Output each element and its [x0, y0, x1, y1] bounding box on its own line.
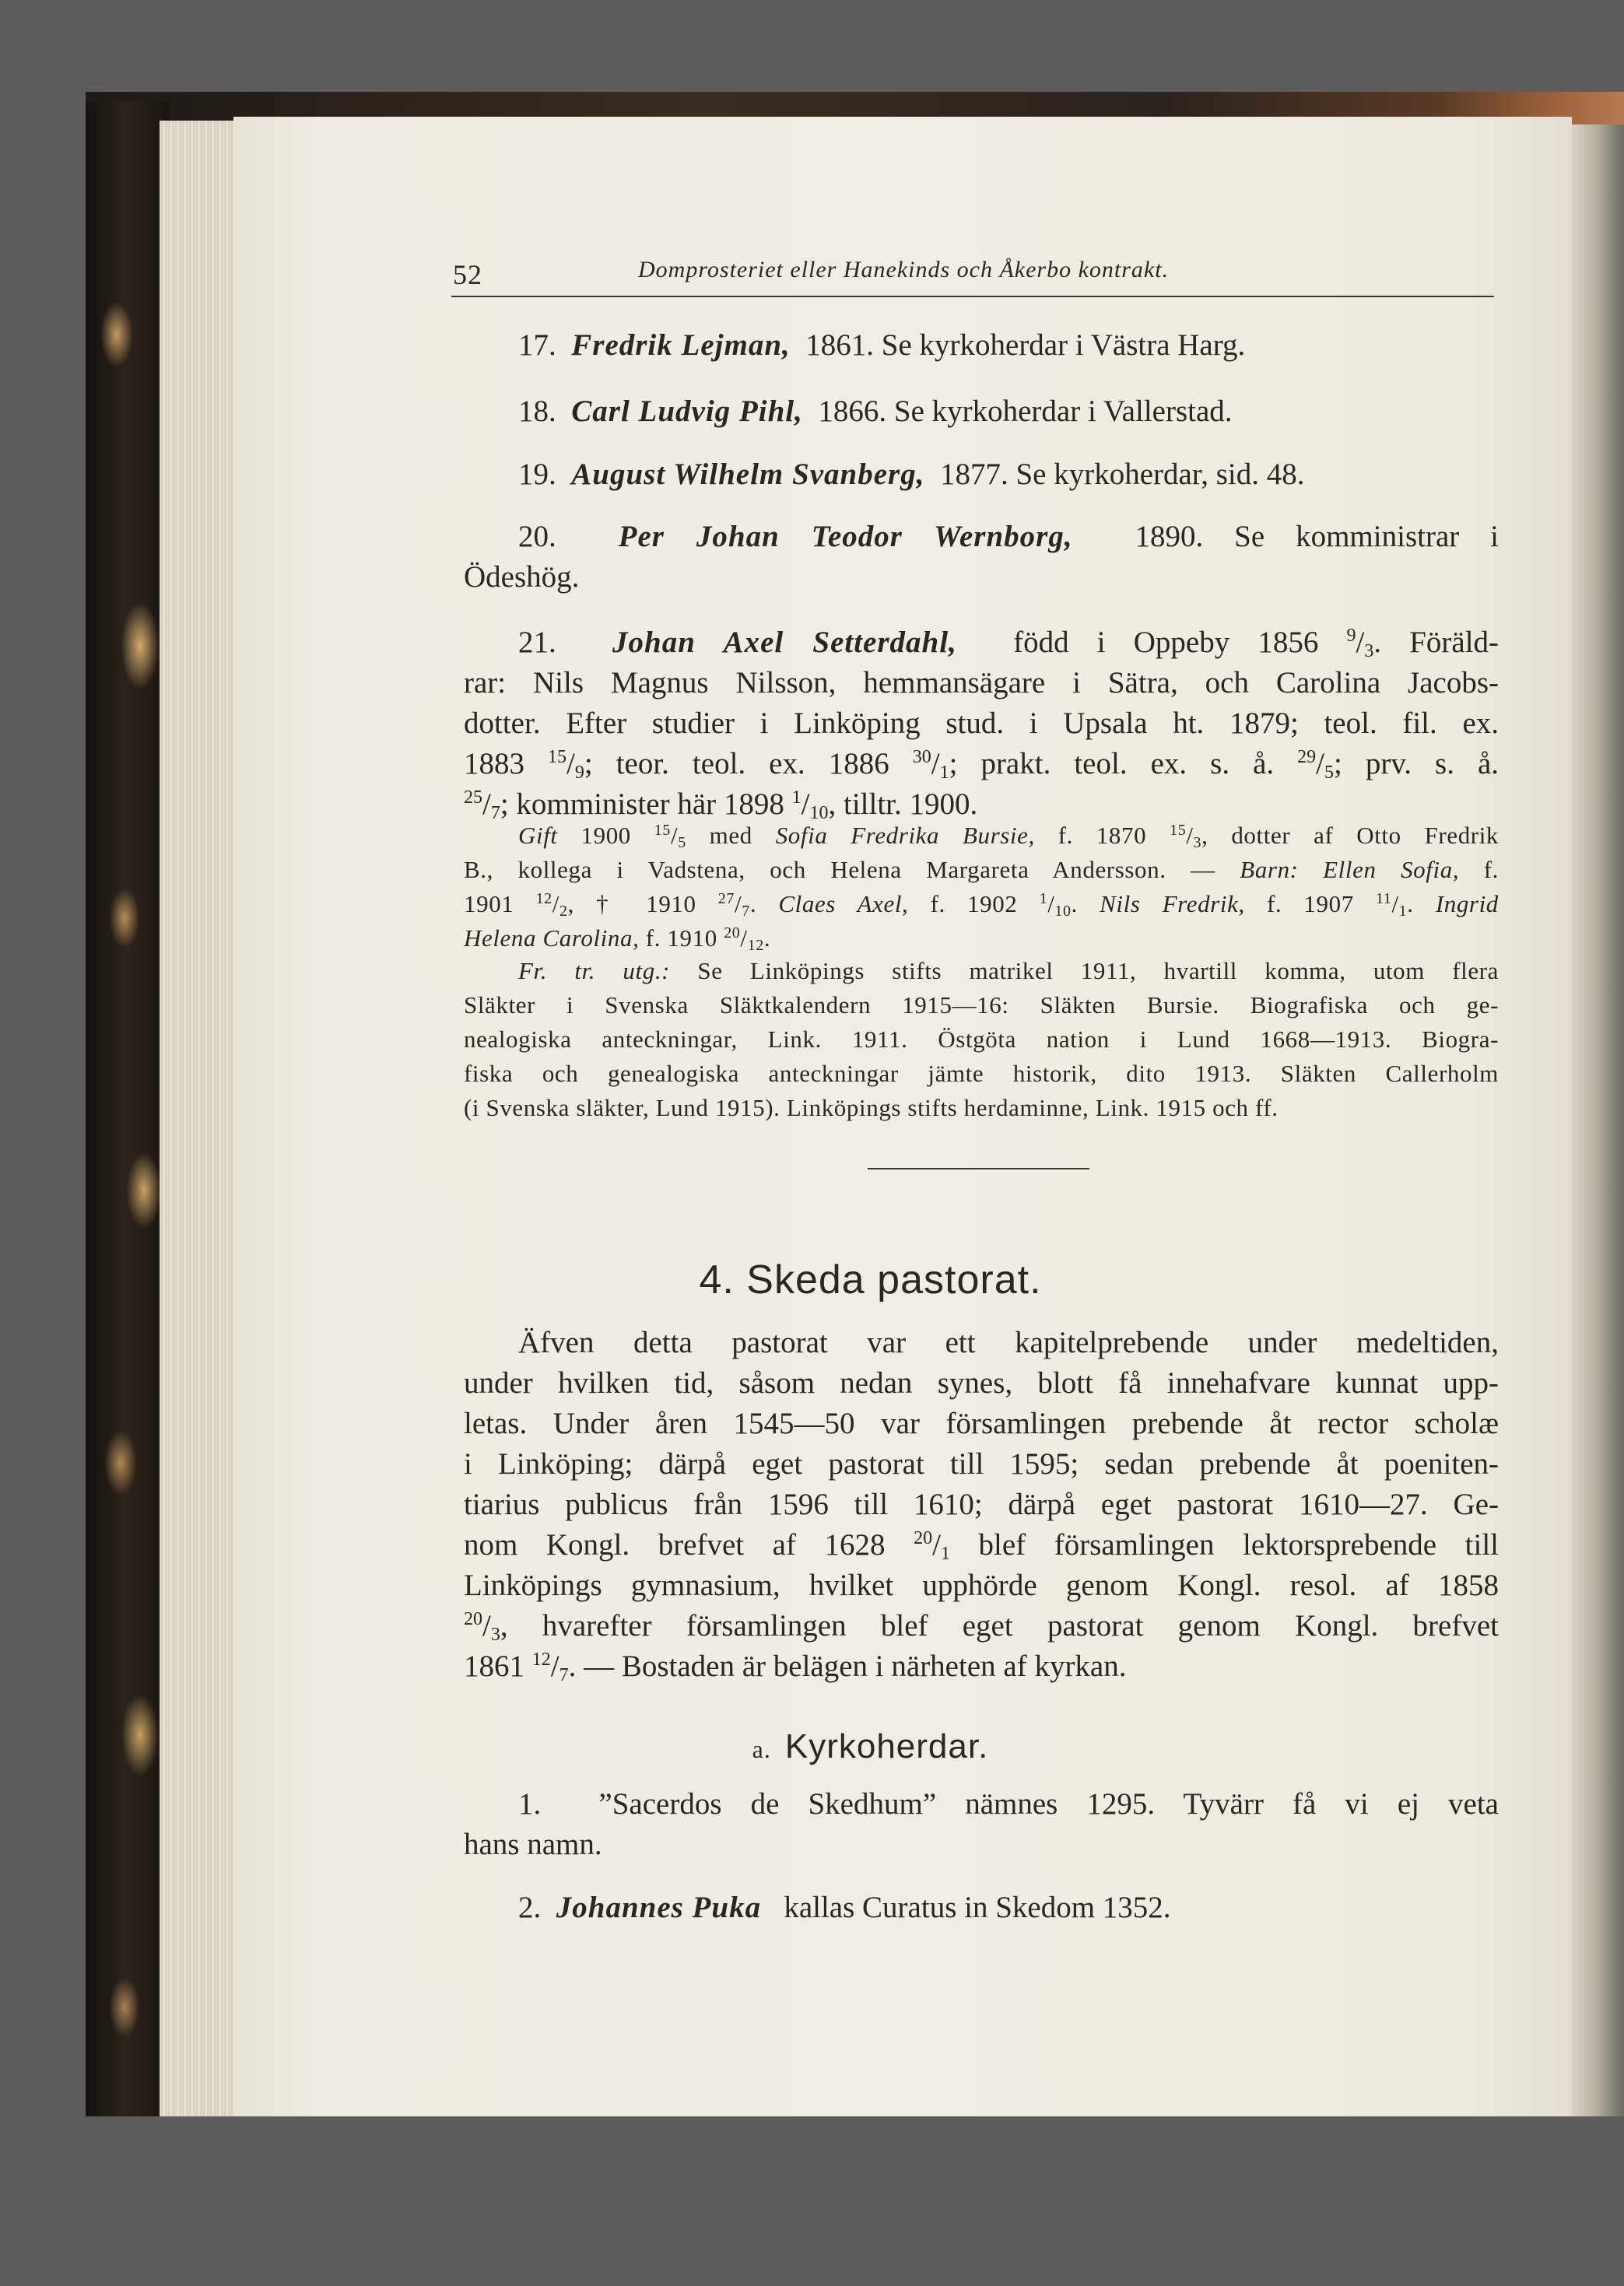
paragraph-line [464, 1363, 1499, 1404]
entry-line [464, 663, 1499, 703]
list-text: hans namn. [464, 1828, 602, 1861]
entry-name: August Wilhelm Svanberg, [571, 458, 925, 491]
date-sub: 12 [747, 937, 764, 954]
family-text: f. 1910 [645, 924, 717, 952]
paragraph-line [464, 1323, 1499, 1363]
sources-text: nealogiska anteckningar, Link. 1911. Östgöta nation i Lund 1668—1913. Biogra- [464, 1026, 1499, 1053]
subsection-title: Kyrkoherdar. [784, 1727, 989, 1765]
list-line [464, 1784, 1499, 1825]
paragraph-line [464, 1485, 1499, 1525]
paragraph-text: letas. Under åren 1545—50 var församlingen prebende åt rector scholæ [464, 1407, 1499, 1440]
family-name: Ingrid [1435, 890, 1499, 917]
entry-number: 19. [518, 458, 556, 491]
paragraph-text: Äfven detta pastorat var ett kapitelprebende under medeltiden, [518, 1326, 1499, 1359]
entry-21 [464, 622, 1499, 825]
sources-label: Fr. tr. utg.: [518, 957, 671, 984]
family-text: f. 1907 [1266, 890, 1354, 917]
entry-text: ; prv. s. å. [1334, 747, 1499, 780]
running-title: Domprosteriet eller Hanekinds och Åkerbo kontrakt. [638, 257, 1170, 282]
date-sup: 15 [548, 747, 567, 767]
sources-line [464, 1022, 1499, 1057]
date-sub: 7 [742, 903, 750, 920]
family-text: , † 1910 [567, 890, 696, 917]
entry-line: 1883 $^{15}/_9$; teor. teol. ex. 1886 $^{30}/_1$; prakt. teol. ex. s. å. $^{29}/_5$; prv. s. å. [464, 747, 1499, 783]
list-text: ”Sacerdos de Skedhum” nämnes 1295. Tyvärr få vi ej veta [598, 1787, 1499, 1821]
entry-20 [464, 517, 1499, 598]
date-sup: 12 [535, 890, 552, 907]
entry-text: ; komminister här 1898 [500, 787, 784, 821]
paragraph-text: nom Kongl. brefvet af 1628 [464, 1528, 886, 1562]
sources-line [464, 1091, 1499, 1125]
date-sub: 2 [559, 903, 568, 920]
family-text: med [709, 822, 752, 849]
date-sup: 1 [791, 787, 801, 808]
family-text: f. 1902 [930, 890, 1018, 917]
family-name: Nils Fredrik, [1100, 890, 1245, 917]
date-sup: 20 [724, 924, 741, 941]
subsection-letter: a. [752, 1735, 771, 1763]
paragraph-text: . — Bostaden är belägen i närheten af kyrkan. [568, 1650, 1127, 1683]
date-sup: 11 [1375, 890, 1392, 907]
date-sup: 15 [1170, 822, 1187, 839]
date-sub: 5 [1324, 763, 1334, 783]
family-text: B., kollega i Vadstena, och Helena Margareta Andersson. — [464, 856, 1215, 883]
date-sup: 15 [654, 822, 671, 839]
list-number: 1. [518, 1787, 542, 1821]
family-text: . [1407, 890, 1414, 917]
family-line [464, 853, 1499, 887]
family-text: 1900 [581, 822, 631, 849]
date-sub: 3 [1364, 641, 1374, 661]
family-name: Helena Carolina, [464, 924, 640, 952]
family-text: f. 1870 [1058, 822, 1147, 849]
entry-line [464, 703, 1499, 744]
family-name: Claes Axel, [778, 890, 909, 917]
sources-line [464, 1057, 1499, 1091]
entry-number: 18. [518, 394, 556, 428]
date-sup: 20 [914, 1528, 933, 1548]
family-line: Helena Carolina, f. 1910 $^{20}/_{12}$. [464, 924, 771, 954]
sources-line [464, 954, 1499, 988]
paragraph-line: 1861 $^{12}/_7$. — Bostaden är belägen i närheten af kyrkan. [464, 1650, 1127, 1685]
date-sub: 9 [574, 763, 584, 783]
entry-text: 1861. Se kyrkoherdar i Västra Harg. [805, 328, 1246, 362]
paragraph-line [464, 1444, 1499, 1485]
list-item-2 [464, 1888, 1499, 1928]
date-sup: 12 [531, 1650, 551, 1670]
entry-text: . Föräld- [1373, 626, 1499, 659]
entry-text: dotter. Efter studier i Linköping stud. i Upsala ht. 1879; teol. fil. ex. [464, 706, 1499, 740]
page-right-edge [1572, 124, 1624, 2116]
entry-text: ; prakt. teol. ex. s. å. [949, 747, 1275, 780]
entry-18 [464, 391, 1499, 432]
entry-name: Johannes Puka [556, 1891, 762, 1924]
paragraph-line [464, 1565, 1499, 1606]
entry-text: 1883 [464, 747, 524, 780]
entry-number: 17. [518, 328, 556, 362]
family-text: 1901 [464, 890, 514, 917]
family-name: Barn: Ellen Sofia, [1240, 856, 1460, 883]
family-label: Gift [518, 822, 558, 849]
entry-text: Ödeshög. [464, 560, 580, 594]
date-sup: 29 [1297, 747, 1317, 767]
paragraph-text: , hvarefter församlingen blef eget pastorat genom Kongl. brefvet [500, 1609, 1499, 1643]
entry-19 [464, 454, 1499, 495]
entry-name: Per Johan Teodor Wernborg, [618, 520, 1073, 553]
list-item-1 [464, 1784, 1499, 1865]
section-paragraph [464, 1323, 1499, 1687]
entry-line [464, 391, 1499, 432]
family-line: Gift 1900 $^{15}/_5$ med Sofia Fredrika Bursie, f. 1870 $^{15}/_3$, dotter af Otto Fredrik [518, 822, 1499, 851]
section-divider [868, 1168, 1089, 1169]
list-text: kallas Curatus in Skedom 1352. [784, 1891, 1171, 1924]
entry-number: 20. [518, 520, 556, 553]
list-number: 2. [518, 1891, 542, 1924]
paragraph-text: 1861 [464, 1650, 524, 1683]
entry-line [464, 557, 1499, 598]
paragraph-text: under hvilken tid, såsom nedan synes, blott få innehafvare kunnat upp- [464, 1366, 1499, 1400]
entry-name: Fredrik Lejman, [571, 328, 791, 362]
entry-text: född i Oppeby 1856 [1013, 626, 1319, 659]
sources-text: (i Svenska släkter, Lund 1915). Linköpings stifts herdaminne, Link. 1915 och ff. [464, 1094, 1279, 1121]
list-line [464, 1825, 1499, 1865]
date-sup: 1 [1039, 890, 1048, 907]
date-sub: 10 [809, 803, 829, 823]
entry-name: Carl Ludvig Pihl, [571, 394, 803, 428]
date-sub: 5 [678, 834, 686, 851]
family-paragraph [464, 819, 1499, 955]
entry-line: $^{25}/_7$; komminister här 1898 $^1/_{10}$, tilltr. 1900. [464, 787, 978, 823]
family-text: . [1071, 890, 1078, 917]
date-sub: 7 [559, 1665, 569, 1685]
background [86, 2116, 1624, 2286]
paragraph-text: blef församlingen lektorsprebende till [978, 1528, 1499, 1562]
family-text: , dotter af Otto Fredrik [1201, 822, 1499, 849]
date-sub: 3 [1193, 834, 1202, 851]
subsection-heading [0, 1727, 1624, 1766]
family-text: . [749, 890, 757, 917]
header-rule [451, 296, 1494, 297]
date-sub: 1 [940, 1544, 950, 1564]
sources-paragraph [464, 954, 1499, 1125]
list-line [464, 1888, 1499, 1928]
entry-text: 1877. Se kyrkoherdar, sid. 48. [939, 458, 1305, 491]
paragraph-line: $^{20}/_3$, hvarefter församlingen blef eget pastorat genom Kongl. brefvet [464, 1609, 1499, 1645]
entry-line [464, 325, 1499, 366]
entry-line [464, 454, 1499, 495]
paragraph-text: i Linköping; därpå eget pastorat till 1595; sedan prebende åt poeniten- [464, 1447, 1499, 1481]
date-sup: 27 [717, 890, 735, 907]
sources-line [464, 988, 1499, 1022]
date-sub: 7 [490, 803, 500, 823]
entry-line [464, 517, 1499, 557]
entry-name: Johan Axel Setterdahl, [612, 626, 957, 659]
paragraph-line: nom Kongl. brefvet af 1628 $^{20}/_1$ blef församlingen lektorsprebende till [464, 1528, 1499, 1564]
entry-line: 21. Johan Axel Setterdahl, född i Oppeby 1856 $^9/_3$. Föräld- [518, 626, 1499, 661]
date-sub: 1 [939, 763, 949, 783]
date-sup: 25 [464, 787, 482, 808]
entry-text: ; teor. teol. ex. 1886 [584, 747, 889, 780]
entry-text: rar: Nils Magnus Nilsson, hemmansägare i Sätra, och Carolina Jacobs- [464, 666, 1499, 699]
entry-17 [464, 325, 1499, 366]
book-spine [86, 101, 170, 2116]
sources-text: Släkter i Svenska Släktkalendern 1915—16: Släkten Bursie. Biografiska och ge- [464, 991, 1499, 1019]
date-sub: 3 [490, 1625, 500, 1645]
date-sub: 10 [1054, 903, 1072, 920]
page-edges [160, 121, 245, 2124]
entry-text: 1890. Se komministrar i [1135, 520, 1499, 553]
family-name: Sofia Fredrika Bursie, [775, 822, 1035, 849]
paragraph-line [464, 1404, 1499, 1444]
date-sub: 1 [1398, 903, 1408, 920]
family-line: 1901 $^{12}/_2$, † 1910 $^{27}/_7$. Claes Axel, f. 1902 $^1/_{10}$. Nils Fredrik, f. 1907 $^{11}/_1$. Ingrid [464, 890, 1499, 920]
family-text: . [763, 924, 771, 952]
date-sup: 30 [912, 747, 931, 767]
paragraph-text: Linköpings gymnasium, hvilket upphörde genom Kongl. resol. af 1858 [464, 1569, 1499, 1602]
entry-text: , tilltr. 1900. [828, 787, 978, 821]
page-number: 52 [453, 259, 482, 290]
entry-number: 21. [518, 626, 556, 659]
date-sup: 9 [1346, 626, 1356, 646]
section-heading: 4. Skeda pastorat. [699, 1257, 1042, 1303]
sources-text: Se Linköpings stifts matrikel 1911, hvartill komma, utom flera [697, 957, 1499, 984]
paragraph-text: tiarius publicus från 1596 till 1610; därpå eget pastorat 1610—27. Ge- [464, 1488, 1499, 1521]
entry-text: 1866. Se kyrkoherdar i Vallerstad. [818, 394, 1233, 428]
sources-text: fiska och genealogiska anteckningar jämte historik, dito 1913. Släkten Callerholm [464, 1060, 1499, 1087]
family-text: f. [1483, 856, 1499, 883]
date-sup: 20 [464, 1609, 482, 1629]
